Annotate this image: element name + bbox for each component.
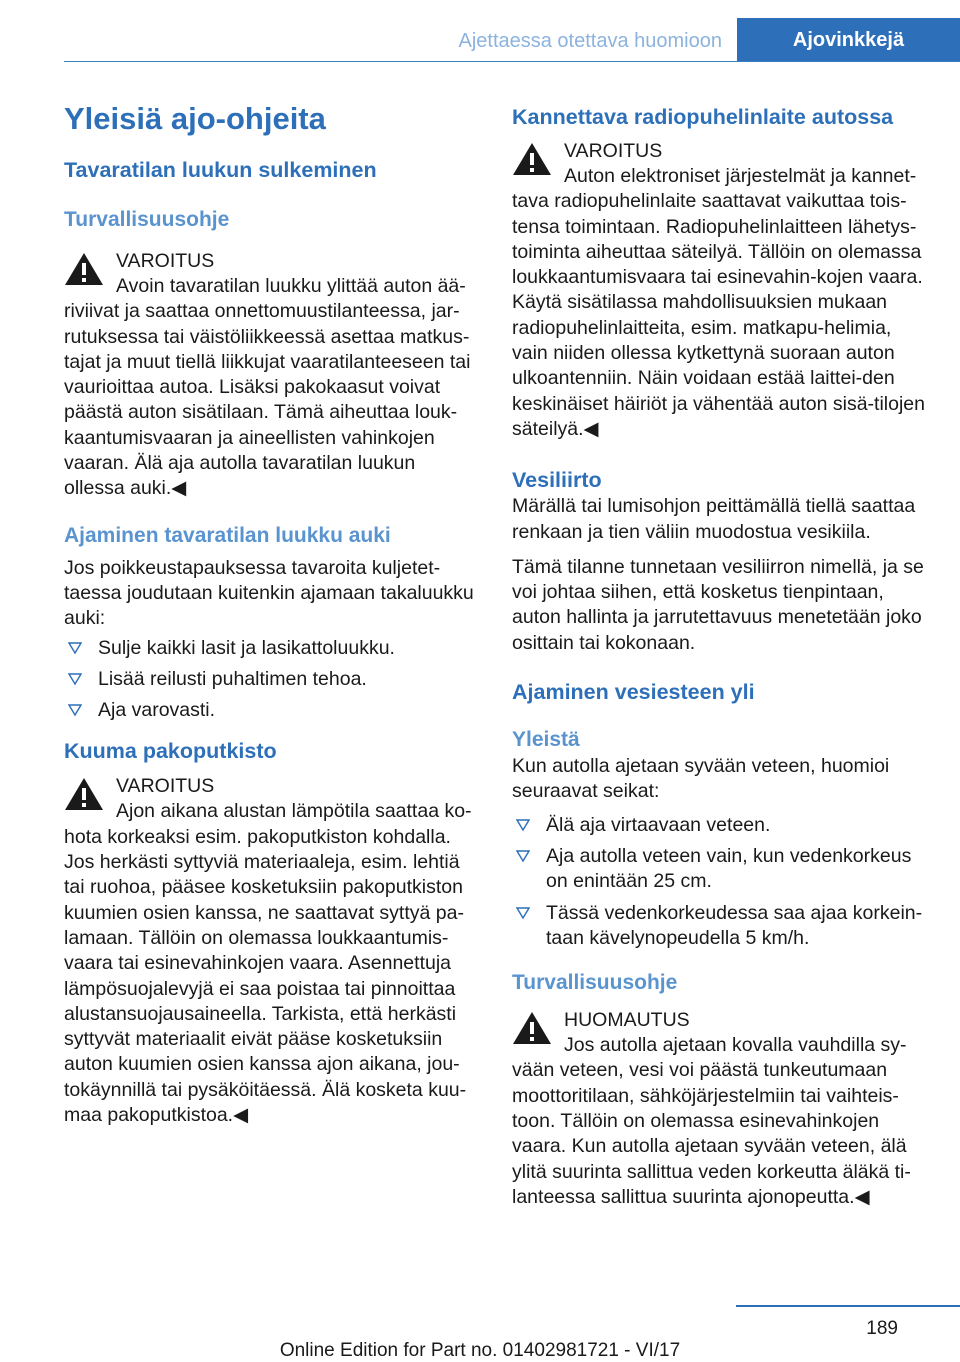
header-chapter-tab: Ajovinkkejä	[737, 18, 960, 62]
warning-keyword: VAROITUS	[116, 250, 215, 272]
warning-box-radio	[512, 138, 928, 442]
warning-text: riviivat ja saattaa onnettomuustilanteessa, jar-rutuksessa tai väistöliikkeessä asettaa matkus-tajat ja muut tiellä liikkujat vaaratilanteeseen tai vaurioittaa autoa. Lisäksi pakokaasut voivat päästä auton sisätilaan. Tämä aiheuttaa louk-kaantumisvaaran ja aineellisten vahinkojen vaaran. Älä aja autolla tavaratilan luukun ollessa auki.◀	[64, 300, 471, 500]
paragraph-aquaplaning-1: Märällä tai lumisohjon peittämällä tiellä saattaa renkaan ja tien väliin muodostua vesikiila.	[512, 495, 916, 543]
paragraph-water-crossing: Kun autolla ajetaan syvään veteen, huomioi seuraavat seikat:	[512, 755, 890, 803]
warning-triangle-icon	[512, 1011, 552, 1045]
list-item: Älä aja virtaavaan veteen.	[512, 813, 928, 838]
heading-water-crossing: Ajaminen vesiesteen yli	[512, 680, 755, 705]
warning-first-line: Auton elektroniset järjestelmät ja kannet-	[564, 165, 917, 187]
paragraph-tailgate-open: Jos poikkeustapauksessa tavaroita kuljetet-taessa joudutaan kuitenkin ajamaan takaluukku auki:	[64, 556, 474, 630]
heading-radio-device: Kannettava radiopuhelinlaite autossa	[512, 105, 894, 129]
heading-hot-exhaust: Kuuma pakoputkisto	[64, 739, 277, 764]
warning-keyword: HUOMAUTUS	[564, 1009, 690, 1032]
bullet-triangle-icon	[68, 641, 82, 655]
paragraph-aquaplaning-2: Tämä tilanne tunnetaan vesiliirron nimellä, ja se voi johtaa siihen, että kosketus tienpintaan, auton hallinta ja jarrutettavuus menetetään joko osittain tai kokonaan.	[512, 555, 924, 654]
warning-first-line: Ajon aikana alustan lämpötila saattaa ko-	[116, 800, 472, 823]
warning-triangle-icon	[512, 142, 552, 176]
subheading-safety-1: Turvallisuusohje	[64, 208, 230, 231]
warning-first-line: Jos autolla ajetaan kovalla vauhdilla sy-	[564, 1034, 907, 1057]
list-water-crossing	[512, 813, 928, 951]
warning-triangle-icon	[64, 252, 104, 286]
list-item: Tässä vedenkorkeudessa saa ajaa korkein-taan kävelynopeudella 5 km/h.	[512, 901, 928, 952]
bullet-triangle-icon	[516, 906, 530, 920]
bullet-triangle-icon	[516, 849, 530, 863]
warning-text: vään veteen, vesi voi päästä tunkeutumaan moottoritilaan, sähköjärjestelmiin tai vaihteis-toon. Tällöin on olemassa esinevahinkojen vaara. Kun autolla ajetaan syvään veteen, älä ylitä suurinta sallittua veden korkeutta äläkä ti-lanteessa sallittua suurinta ajonopeutta.◀	[512, 1059, 911, 1208]
page-number: 189	[866, 1318, 898, 1339]
warning-box-tailgate	[64, 248, 480, 502]
subheading-driving-tailgate-open: Ajaminen tavaratilan luukku auki	[64, 523, 391, 547]
warning-box-exhaust	[64, 773, 480, 1128]
page-header	[0, 0, 960, 62]
warning-triangle-icon	[64, 777, 104, 811]
list-item: Aja autolla veteen vain, kun vedenkorkeus on enintään 25 cm.	[512, 844, 928, 895]
page-title: Yleisiä ajo-ohjeita	[64, 101, 326, 136]
bullet-triangle-icon	[68, 703, 82, 717]
edition-footer: Online Edition for Part no. 01402981721 - VI/17	[279, 1340, 681, 1361]
footer-rule	[736, 1305, 960, 1307]
list-item: Lisää reilusti puhaltimen tehoa.	[64, 667, 480, 692]
list-tailgate-open	[64, 636, 480, 724]
bullet-triangle-icon	[68, 672, 82, 686]
warning-box-water	[512, 1007, 928, 1210]
warning-text: tava radiopuhelinlaite saattavat vaikuttaa tois-tensa toimintaan. Radiopuhelinlaitteen lähetys-toiminta aiheuttaa säteilyä. Tällöin on olemassa loukkaantumisvaara tai esinevahin-kojen vaara. Käytä sisätilassa mahdollisuuksien mukaan radiopuhelinlaitteita, esim. matkapu-helimia, vain niiden ollessa kytkettynä suoraan auton ulkoantenniin. Näin voidaan estää laittei-den keskinäiset häiriöt ja vähentää auton sisä-tilojen säteilyä.◀	[512, 190, 925, 440]
header-section-label: Ajettaessa otettava huomioon	[458, 30, 722, 52]
right-column	[512, 96, 928, 1210]
heading-tailgate-closing: Tavaratilan luukun sulkeminen	[64, 158, 377, 182]
list-item: Aja varovasti.	[64, 698, 480, 723]
subheading-safety-2: Turvallisuusohje	[512, 971, 678, 995]
warning-text: hota korkeaksi esim. pakoputkiston kohdalla. Jos herkästi syttyviä materiaaleja, esim. lehtiä tai ruohoa, pääsee kosketuksiin pakoputkiston kuumien osien kanssa, ne saattavat syttyä pa-lamaan. Tällöin on olemassa loukkaantumis-vaara tai esinevahinkojen vaara. Asennettuja lämpösuojalevyjä ei saa poistaa tai pinnoittaa alustansuojausaineella. Tarkista, että herkästi syttyvät materiaalit eivät pääse kosketuksiin auton kuumien osien kanssa ajon aikana, jou-tokäynnillä tai pysäköitäessä. Älä kosketa kuu-maa pakoputkistoa.◀	[64, 825, 467, 1127]
heading-aquaplaning: Vesiliirto	[512, 468, 602, 493]
left-column	[64, 96, 480, 1128]
list-item: Sulje kaikki lasit ja lasikattoluukku.	[64, 636, 480, 661]
subheading-general: Yleistä	[512, 728, 580, 752]
warning-keyword: VAROITUS	[564, 140, 663, 162]
warning-keyword: VAROITUS	[116, 775, 215, 798]
header-rule	[64, 61, 960, 62]
bullet-triangle-icon	[516, 818, 530, 832]
warning-first-line: Avoin tavaratilan luukku ylittää auton ää-	[116, 275, 466, 297]
